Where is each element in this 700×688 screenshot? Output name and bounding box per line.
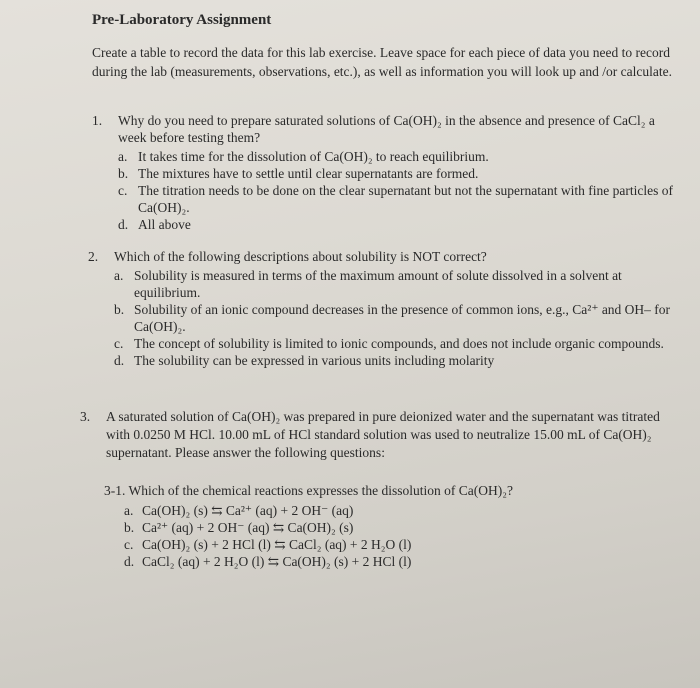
option-c: c. Ca(OH)₂ (s) + 2 HCl (l) ⇆ CaCl₂ (aq) + 2 H₂O (l) — [124, 536, 412, 552]
option-c: c. The concept of solubility is limited to ionic compounds, and does not include organic compounds. — [114, 336, 664, 351]
page-title: Pre-Laboratory Assignment — [92, 12, 272, 28]
question-1 — [92, 112, 677, 233]
option-b: b. Solubility of an ionic compound decreases in the presence of common ions, e.g., Ca²⁺ and OH– for Ca(OH)₂. — [114, 302, 671, 334]
option-d: d. All above — [118, 217, 191, 232]
question-text: Why do you need to prepare saturated solutions of Ca(OH)₂ in the absence and presence of CaCl₂ a week before testing them? — [118, 113, 655, 145]
question-number: 2. — [88, 249, 99, 264]
option-d: d. The solubility can be expressed in various units including molarity — [114, 353, 495, 368]
option-a: a. Solubility is measured in terms of the maximum amount of solute dissolved in a solvent at equilibrium. — [114, 268, 622, 300]
question-3 — [80, 408, 680, 462]
option-d: d. CaCl₂ (aq) + 2 H₂O (l) ⇆ Ca(OH)₂ (s) + 2 HCl (l) — [124, 553, 412, 569]
option-a: a. Ca(OH)₂ (s) ⇆ Ca²⁺ (aq) + 2 OH⁻ (aq) — [124, 502, 354, 518]
intro-paragraph: Create a table to record the data for this lab exercise. Leave space for each piece of data you need to record during the lab (measurements, observations, etc.), as well as information you will look up and /or calculate. — [92, 45, 672, 79]
question-text: A saturated solution of Ca(OH)₂ was prepared in pure deionized water and the supernatant was titrated with 0.0250 M HCl. 10.00 mL of HCl standard solution was used to neutralize 15.00 mL of Ca(OH)₂ supernatant. Please answer the following questions: — [106, 409, 660, 460]
question-3-1 — [104, 482, 684, 570]
question-text: Which of the following descriptions about solubility is NOT correct? — [114, 249, 487, 264]
option-c: c. The titration needs to be done on the clear supernatant but not the supernatant with fine particles of Ca(OH)₂. — [118, 183, 673, 215]
question-2 — [88, 248, 680, 369]
option-b: b. The mixtures have to settle until clear supernatants are formed. — [118, 166, 479, 181]
option-a: a. It takes time for the dissolution of Ca(OH)₂ to reach equilibrium. — [118, 149, 489, 164]
question-number: 1. — [92, 113, 103, 128]
question-number: 3. — [80, 409, 91, 424]
option-b: b. Ca²⁺ (aq) + 2 OH⁻ (aq) ⇆ Ca(OH)₂ (s) — [124, 519, 354, 535]
question-text: 3-1. Which of the chemical reactions expresses the dissolution of Ca(OH)₂? — [104, 483, 513, 498]
